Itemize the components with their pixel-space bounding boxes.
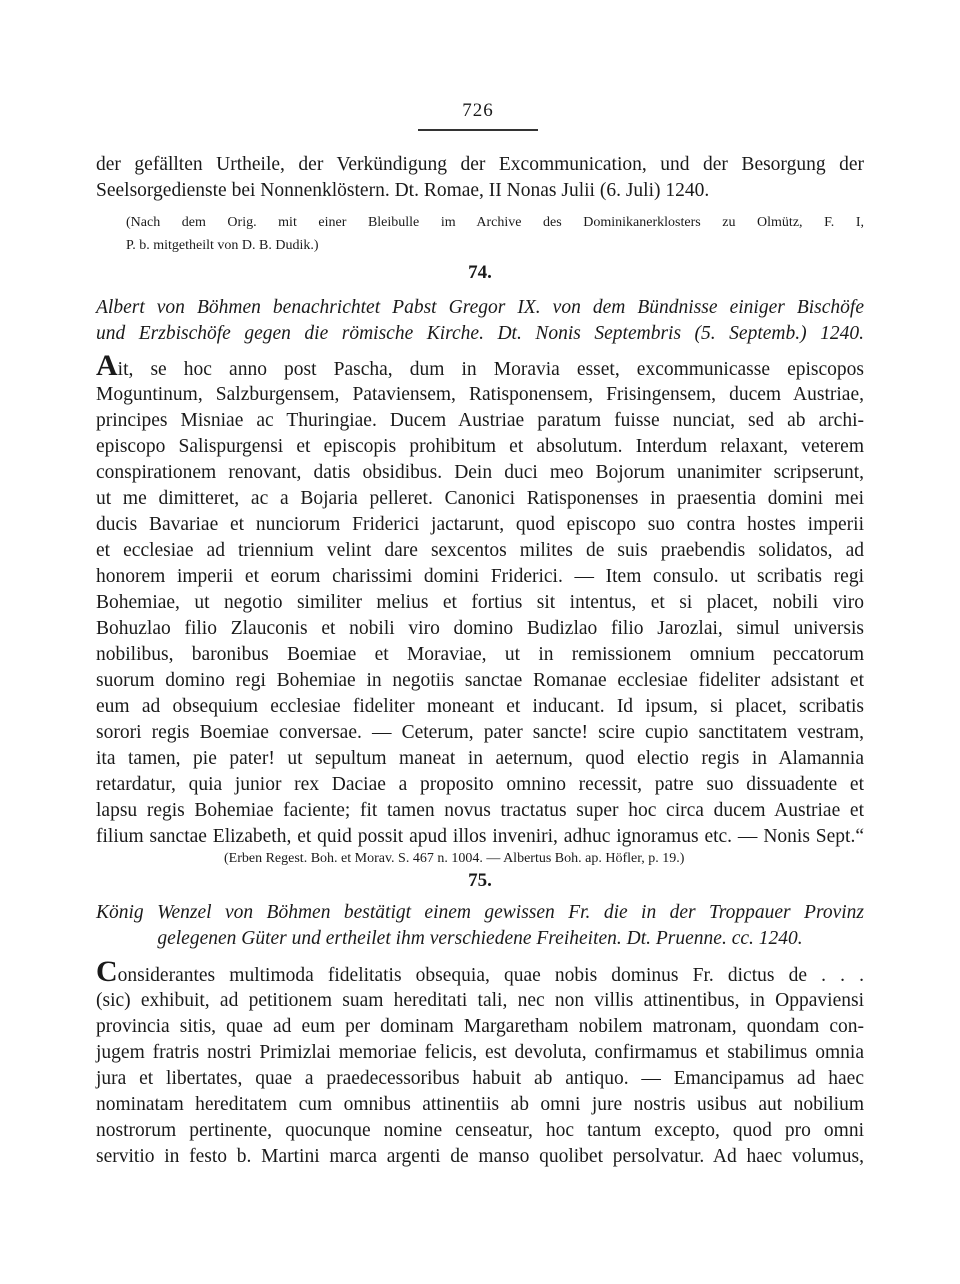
document-body-first-line [96, 349, 864, 383]
body-line: servitio in festo b. Martini marca argenti de manso quolibet persolvatur. Ad haec volumus, [96, 1146, 864, 1167]
body-line: retardatur, quia junior rex Daciae a proposito omnino recessit, patre suo dissuadente et [96, 774, 864, 795]
source-note: (Erben Regest. Boh. et Morav. S. 467 n. 1004. — Albertus Boh. ap. Höfler, p. 19.) [224, 851, 685, 866]
document-title-line: gelegenen Güter und ertheilet ihm verschiedene Freiheiten. Dt. Pruenne. cc. 1240. [157, 928, 803, 949]
page-number-rule [418, 129, 538, 131]
body-line: Bohuzlao filio Zlauconis et nobili viro domino Budizlao filio Jarozlai, simul universis [96, 618, 864, 639]
initial-letter: A [96, 349, 118, 382]
body-line: suorum domino regi Bohemiae in negotiis sanctae Romanae ecclesiae fideliter adsistant et [96, 670, 864, 691]
document-title-line: Albert von Böhmen benachrichtet Pabst Gregor IX. von dem Bündnisse einiger Bischöfe [96, 297, 864, 318]
intro-line: der gefällten Urtheile, der Verkündigung der Excommunication, und der Besorgung der [96, 154, 864, 175]
body-line: (sic) exhibuit, ad petitionem suam hereditati tali, nec non villis attinentibus, in Oppaviensi [96, 990, 864, 1011]
body-line: lapsu regis Bohemiae faciente; fit tamen novus tractatus super hoc circa ducem Austriae et [96, 800, 864, 821]
body-line: ducis Bavariae et nunciorum Friderici jactarunt, quod episcopo suo contra hostes imperii [96, 514, 864, 535]
body-line: eum ad obsequium ecclesiae fideliter moneant et inducant. Id ipsum, si placet, scribatis [96, 696, 864, 717]
intro-note-line: (Nach dem Orig. mit einer Bleibulle im Archive des Dominikanerklosters zu Olmütz, F. I, [126, 215, 864, 230]
body-line: provincia sitis, quae ad eum per dominam Margaretham nobilem matronam, quondam con- [96, 1016, 864, 1037]
body-line: episcopo Salispurgensi et episcopis prohibitum et absolutum. Interdum relaxant, veterem [96, 436, 864, 457]
body-line: nostrorum pertinente, quocunque nomine censeatur, hoc tantum excepto, quod pro omni [96, 1120, 864, 1141]
body-line: nominatam hereditatem cum omnibus attinentiis ab omni jure nostris usibus aut nobilium [96, 1094, 864, 1115]
initial-letter: C [96, 955, 118, 988]
body-line: sorori regis Boemiae conversae. — Ceterum, pater sancte! scire cupio sanctitatem vestram, [96, 722, 864, 743]
intro-line: Seelsorgedienste bei Nonnenklöstern. Dt. Romae, II Nonas Julii (6. Juli) 1240. [96, 180, 710, 201]
intro-note-line: P. b. mitgetheilt von D. B. Dudik.) [126, 238, 319, 253]
page-number: 726 [462, 100, 494, 121]
body-line: conspirationem renovant, datis obsidibus. Dein duci meo Bojorum unanimiter scripserunt, [96, 462, 864, 483]
document-number: 74. [468, 262, 492, 283]
body-line: Bohemiae, ut negotio similiter melius et fortius sit intentus, et si placet, nobili viro [96, 592, 864, 613]
document-number: 75. [468, 870, 492, 891]
body-line: Moguntinum, Salzburgensem, Pataviensem, Ratisponensem, Frisingensem, ducem Austriae, [96, 384, 864, 405]
body-line: honorem imperii et eorum charissimi domini Friderici. — Item consulo. ut scribatis regi [96, 566, 864, 587]
first-line-text: onsiderantes multimoda fidelitatis obsequia, quae nobis dominus Fr. dictus de . . . [117, 965, 864, 986]
body-line: jura et libertates, quae a praedecessoribus habuit ab antiquo. — Emancipamus ad haec [96, 1068, 864, 1089]
body-line: nobilibus, baronibus Boemiae et Moraviae, ut in remissionem omnium peccatorum [96, 644, 864, 665]
document-title-line: und Erzbischöfe gegen die römische Kirche. Dt. Nonis Septembris (5. Septemb.) 1240. [96, 323, 864, 344]
body-line: filium sanctae Elizabeth, et quid possit apud illos inveniri, adhuc ignoramus etc. — Nonis Sept.“ [96, 826, 864, 847]
body-line: principes Misniae ac Thuringiae. Ducem Austriae paratum fuisse nunciat, sed ab archi- [96, 410, 864, 431]
document-body-first-line [96, 955, 864, 989]
body-line: et ecclesiae ad triennium velint dare sexcentos milites de suis praebendis solidatos, ad [96, 540, 864, 561]
body-line: ut me dimitteret, ac a Bojaria pelleret. Canonici Ratisponenses in praesentia domini mei [96, 488, 864, 509]
first-line-text: it, se hoc anno post Pascha, dum in Moravia esset, excommunicasse episcopos [117, 359, 864, 380]
body-line: ita tamen, pie pater! ut sepultum maneat in aeternum, quod electio regis in Alamannia [96, 748, 864, 769]
document-title-line: König Wenzel von Böhmen bestätigt einem gewissen Fr. die in der Troppauer Provinz [96, 902, 864, 923]
body-line: jugem fratris nostri Primizlai memoriae felicis, est devoluta, confirmamus et stabilimus omnia [96, 1042, 864, 1063]
